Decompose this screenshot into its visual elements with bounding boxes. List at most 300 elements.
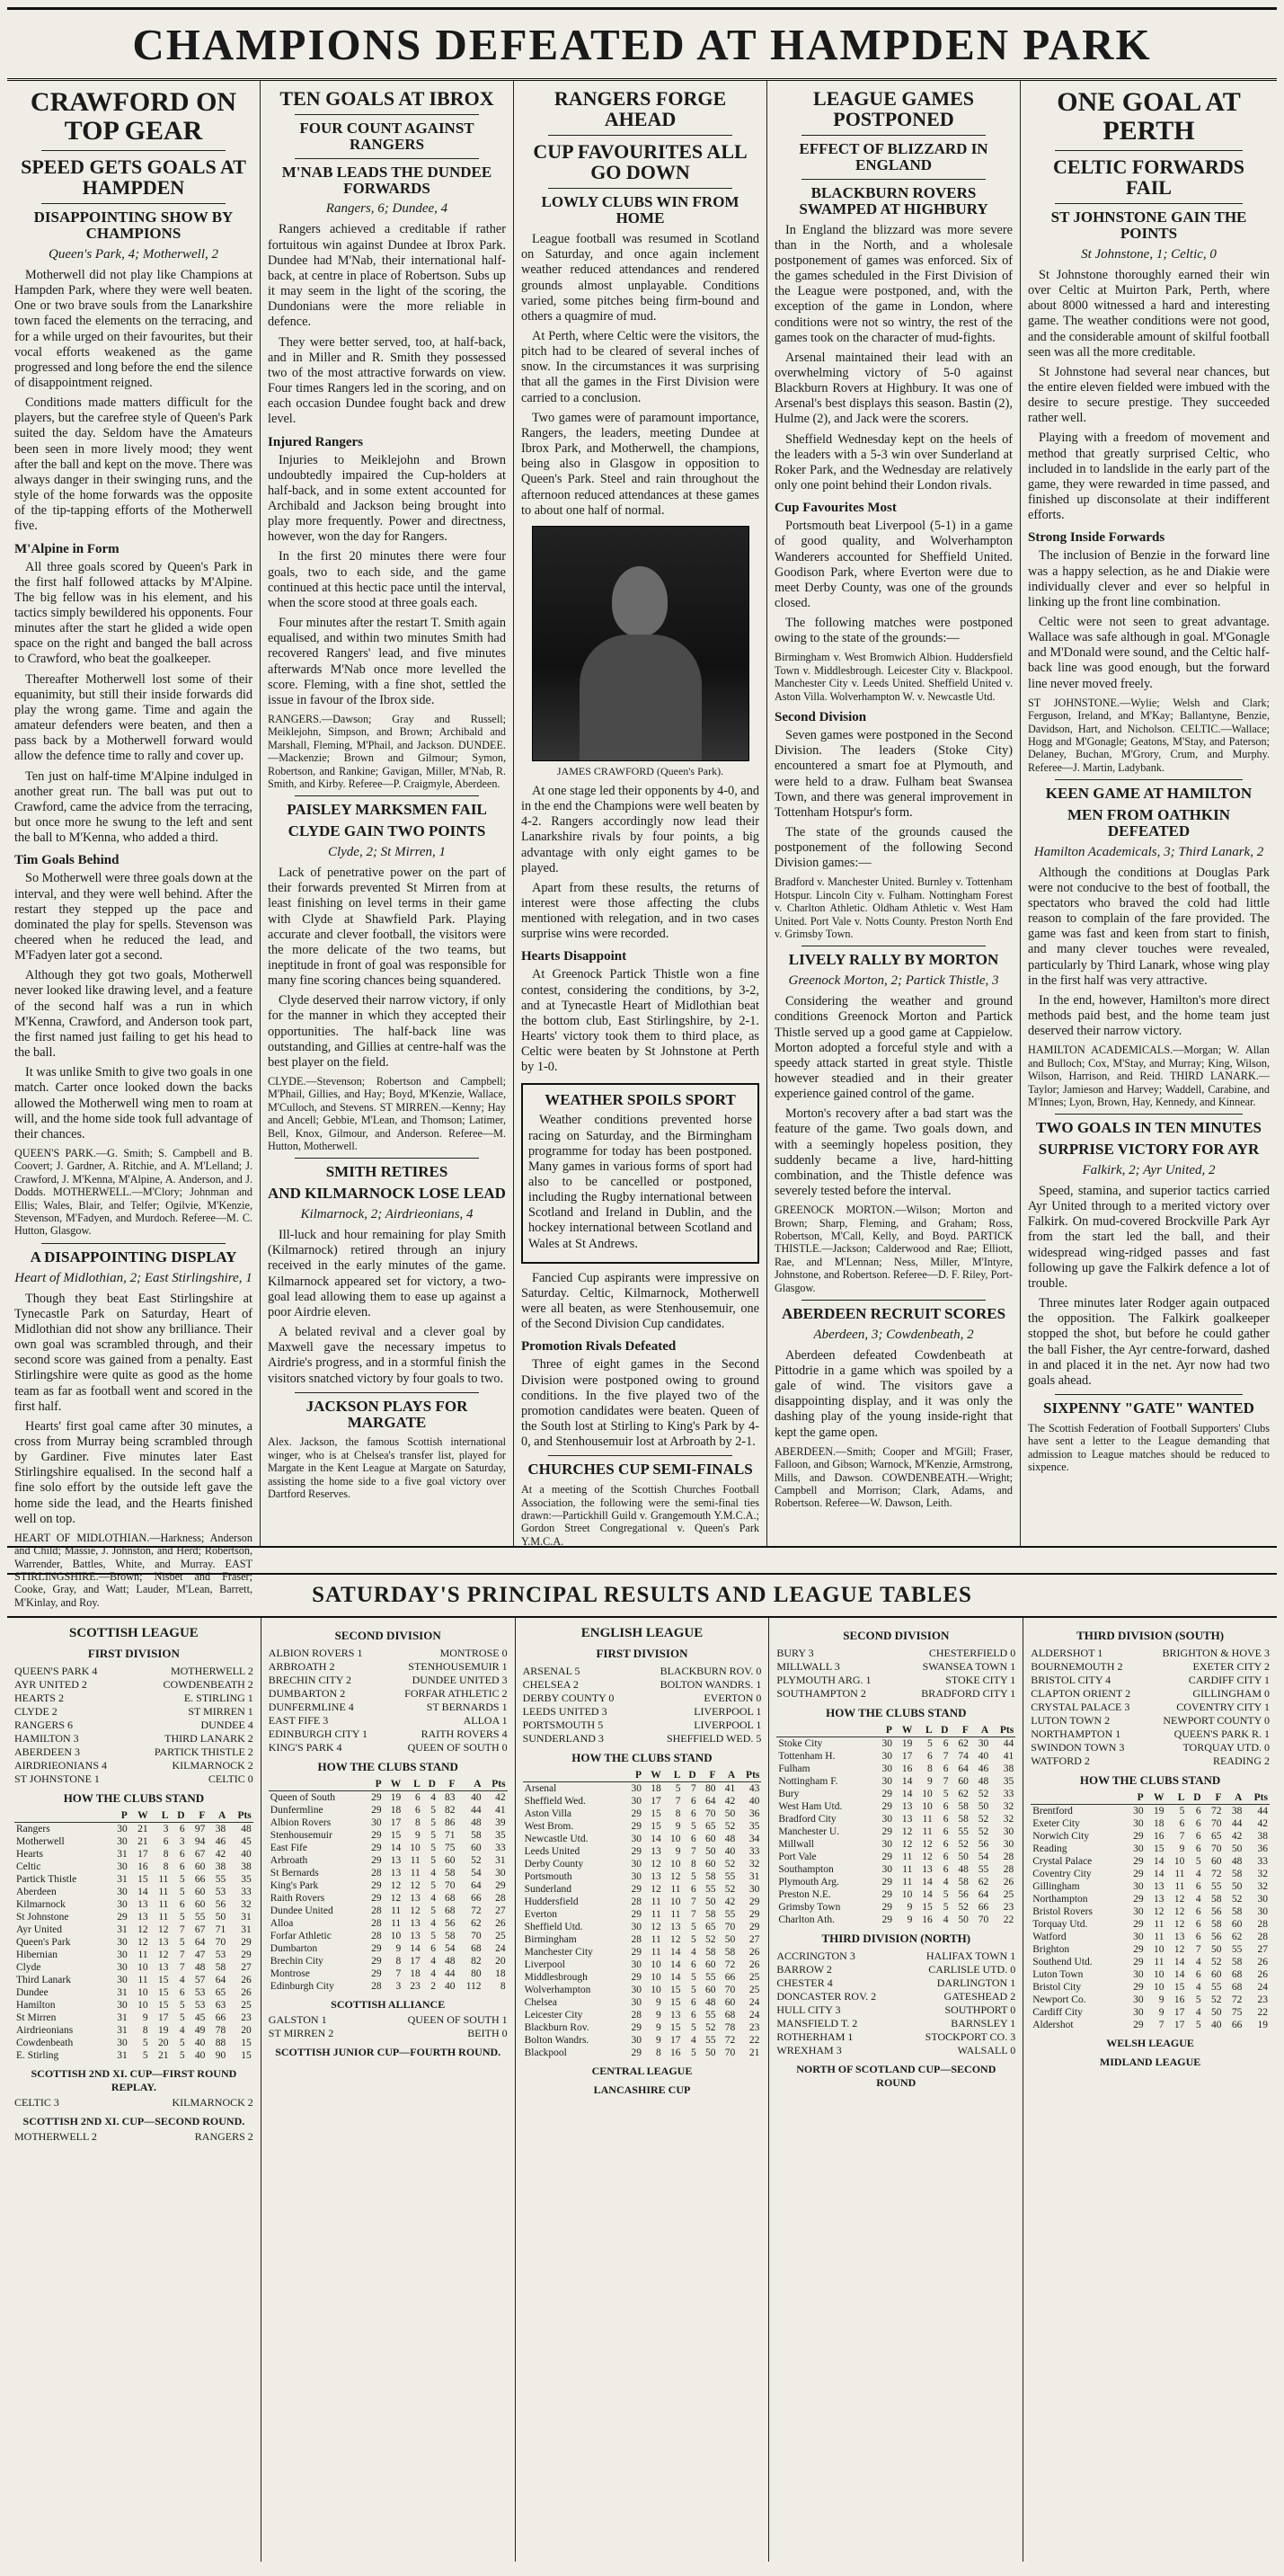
table-cell: 26 xyxy=(241,1987,252,1999)
table-cell: 10 xyxy=(651,1985,661,1996)
home-team-score: DUNFERMLINE 4 xyxy=(268,1701,354,1713)
table-cell: 40 xyxy=(445,1981,456,1993)
table-cell: Preston N.E. xyxy=(778,1889,831,1901)
column-header: Pts xyxy=(1244,1791,1270,1805)
table-cell: 12 xyxy=(410,1905,421,1917)
results-list xyxy=(269,2013,508,2040)
divider xyxy=(1055,1394,1243,1395)
table-cell: 35 xyxy=(748,1821,760,1833)
table-cell: 52 xyxy=(978,1789,989,1800)
table-cell: Exeter City xyxy=(1032,1818,1080,1830)
table-header-row xyxy=(14,1809,253,1823)
table-cell: 8 xyxy=(163,1849,169,1861)
result-row xyxy=(14,1665,253,1678)
results-section-title: SATURDAY'S PRINCIPAL RESULTS AND LEAGUE TABLES xyxy=(7,1573,1277,1618)
table-cell: Watford xyxy=(1032,1932,1067,1943)
table-row xyxy=(14,2024,253,2037)
table-cell: 10 xyxy=(137,2000,148,2012)
column-header: L xyxy=(403,1778,422,1791)
table-cell: 8 xyxy=(415,1817,421,1829)
table-cell: 28 xyxy=(631,1896,642,1908)
result-row xyxy=(776,1963,1015,1976)
section-heading: Hearts Disappoint xyxy=(521,949,627,964)
article-paragraph: Fancied Cup aspirants were impressive on Saturday. Celtic, Kilmarnock, Motherwell were all beaten, as were Stenhousemuir, one of the Second Division Cup candidates. xyxy=(521,1270,759,1332)
table-row xyxy=(776,1838,1015,1851)
away-team-score: THIRD LANARK 2 xyxy=(164,1732,253,1745)
table-cell: 66 xyxy=(471,1893,482,1905)
cup-result xyxy=(14,2096,253,2110)
table-cell: 33 xyxy=(1003,1789,1014,1800)
result-row xyxy=(269,1728,508,1741)
result-row xyxy=(269,1714,508,1728)
article-paragraph: It was unlike Smith to give two goals in one match. Carter once looked down the backs allowed the Motherwell wing men to roam at will, and the home side took full advantage of their chances. xyxy=(14,1065,252,1141)
table-row xyxy=(269,1854,508,1867)
table-cell: 29 xyxy=(631,1808,642,1820)
table-cell: 27 xyxy=(1257,1944,1268,1956)
table-cell: 26 xyxy=(1003,1877,1014,1888)
table-cell: 9 xyxy=(675,1846,681,1858)
table-cell: 50 xyxy=(724,1934,736,1946)
home-team-score: BOURNEMOUTH 2 xyxy=(1031,1660,1123,1673)
table-cell: 41 xyxy=(724,1783,736,1795)
away-team-score: CELTIC 0 xyxy=(208,1772,253,1785)
divider xyxy=(1055,1114,1243,1115)
result-row xyxy=(269,1687,508,1701)
article-paragraph: Lack of penetrative power on the part of their forwards prevented St Mirren from at least finishing on level terms in their game with Clyde at Shawfield Park. Playing accurate and clever football, the visitors were the more delicate of the two teams, but ineptitude in front of goal was responsible for many fine scoring chances being squandered. xyxy=(268,866,506,989)
table-cell: 70 xyxy=(215,1937,226,1949)
article-paragraph: Two games were of paramount importance, Rangers, the leaders, meeting Dundee at Ibrox Park, and Motherwell, the champions, being also in Glasgow in opposition to Queen's Park. Steel and rain throughout the afternoon reduced attendances at these games to about one half of normal. xyxy=(521,410,759,518)
table-row xyxy=(1031,1994,1270,2006)
table-cell: Birmingham xyxy=(524,1934,577,1946)
away-team-score: BARNSLEY 1 xyxy=(951,2017,1016,2030)
result-row xyxy=(1031,1714,1270,1728)
table-cell: 74 xyxy=(958,1751,969,1763)
table-cell: 55 xyxy=(1210,1982,1222,1994)
table-cell: 5 xyxy=(690,1871,696,1883)
table-cell: 4 xyxy=(430,1918,436,1930)
portrait-head-shape xyxy=(612,566,668,636)
table-cell: 11 xyxy=(1154,1932,1164,1943)
table-cell: 65 xyxy=(215,1987,226,1999)
table-cell: Blackpool xyxy=(524,2047,567,2059)
away-team-score: DUNDEE UNITED 3 xyxy=(412,1674,508,1686)
home-team-score: CHELSEA 2 xyxy=(522,1678,579,1691)
table-cell: 25 xyxy=(1003,1889,1014,1901)
league-title: SCOTTISH LEAGUE xyxy=(69,1626,199,1640)
article-paragraph: Celtic were not seen to great advantage. Wallace was safe although in goal. M'Gonagle and M'Donald were sound, and the Celtic half-back line was good enough, but the forward line never moved freely. xyxy=(1028,615,1270,691)
away-team-score: MOTHERWELL 2 xyxy=(170,1665,253,1677)
league-table xyxy=(776,1724,1015,1926)
table-cell: Grimsby Town xyxy=(778,1902,841,1914)
table-cell: 6 xyxy=(1179,1818,1185,1830)
headline: LEAGUE GAMES POSTPONED xyxy=(812,87,975,131)
results-list xyxy=(14,1665,253,1786)
table-cell: 40 xyxy=(724,1846,736,1858)
table-cell: 11 xyxy=(158,1899,169,1911)
table-cell: Dundee United xyxy=(270,1905,333,1917)
away-team-score: DUNDEE 4 xyxy=(200,1719,253,1731)
column-header: P xyxy=(109,1809,129,1823)
table-cell: 11 xyxy=(158,1874,169,1886)
article-paragraph: Clyde deserved their narrow victory, if only for the manner in which they accepted their opportunities. The half-back line was outstanding, and Gillies at centre-half was the best player on the field. xyxy=(268,993,506,1070)
table-cell: 17 xyxy=(901,1751,913,1763)
table-cell: 12 xyxy=(1154,1906,1164,1918)
table-cell: Gillingham xyxy=(1032,1881,1080,1893)
away-team-score: ST BERNARDS 1 xyxy=(426,1701,508,1713)
table-cell: 16 xyxy=(669,2047,681,2059)
table-cell: 29 xyxy=(371,1855,382,1867)
result-row xyxy=(776,1674,1015,1687)
table-cell: 44 xyxy=(1257,1806,1268,1817)
home-team-score: CLAPTON ORIENT 2 xyxy=(1031,1687,1131,1700)
table-cell: 11 xyxy=(670,1909,681,1921)
table-cell: 13 xyxy=(410,1918,421,1930)
table-cell: 75 xyxy=(1231,2007,1243,2019)
table-cell: 9 xyxy=(655,2035,661,2047)
table-cell: Brentford xyxy=(1032,1806,1073,1817)
article-paragraph: Motherwell did not play like Champions at Hampden Park, where they were well beaten. One or two brave souls from the Lanarkshire town faced the elements on the terracing, and for a while urged on their favourites, but their vocal efforts weakened as the game progressed and long before the end the silence of disappointment reigned. xyxy=(14,267,252,390)
table-cell: 8 xyxy=(675,1808,681,1820)
home-team-score: HULL CITY 3 xyxy=(776,2003,841,2017)
result-row xyxy=(1031,1674,1270,1687)
table-cell: 88 xyxy=(215,2038,226,2049)
table-cell: 29 xyxy=(881,1877,892,1888)
table-cell: Bristol City xyxy=(1032,1982,1082,1994)
table-cell: 52 xyxy=(724,1884,736,1896)
table-cell: 41 xyxy=(1003,1751,1014,1763)
column-header: D xyxy=(422,1778,438,1791)
table-cell: 66 xyxy=(978,1902,989,1914)
table-cell: 57 xyxy=(194,1975,206,1986)
column-queens-park xyxy=(7,81,261,1609)
table-row xyxy=(523,1808,762,1820)
table-cell: 12 xyxy=(669,1871,681,1883)
table-cell: 6 xyxy=(1195,1919,1201,1931)
table-cell: 56 xyxy=(215,1899,226,1911)
table-cell: 30 xyxy=(117,1887,128,1898)
table-cell: 9 xyxy=(395,1943,402,1955)
table-cell: 58 xyxy=(445,1868,456,1879)
table-cell: 15 xyxy=(669,2022,681,2034)
column-header: A xyxy=(1223,1791,1244,1805)
column-header xyxy=(269,1778,364,1791)
table-cell: 6 xyxy=(163,1836,169,1848)
table-cell: 14 xyxy=(901,1789,913,1800)
away-team-score: EXETER CITY 2 xyxy=(1192,1660,1270,1673)
table-cell: 30 xyxy=(881,1763,892,1775)
article-paragraph: At Greenock Partick Thistle won a fine contest, considering the conditions, by 3-2, and at Tynecastle Heart of Midlothian beat the bottom club, East Stirlingshire, by 2-1. Hearts' victory took them to third place, as Celtic were beaten by St Johnstone at Perth by 1-0. xyxy=(521,967,759,1075)
table-cell: 18 xyxy=(651,1783,661,1795)
table-cell: 42 xyxy=(724,1896,736,1908)
table-cell: 19 xyxy=(390,1792,402,1804)
match-score: Kilmarnock, 2; Airdrieonians, 4 xyxy=(300,1207,474,1222)
table-cell: Arbroath xyxy=(270,1855,308,1867)
article-paragraph: Injuries to Meiklejohn and Brown undoubtedly impaired the Cup-holders at half-back, and in some extent accounted for Archibald and Jackson being brought into play more frequently. Power and directness, however, won the day for Rangers. xyxy=(268,452,506,545)
competition-title: MIDLAND LEAGUE xyxy=(1099,2056,1201,2069)
table-cell: 5 xyxy=(1195,1856,1201,1868)
table-cell: 9 xyxy=(142,2012,148,2024)
table-cell: 6 xyxy=(1195,1906,1201,1918)
table-cell: 5 xyxy=(179,2038,185,2049)
table-cell: Portsmouth xyxy=(524,1871,572,1883)
table-row xyxy=(776,1876,1015,1888)
table-cell: 22 xyxy=(1003,1914,1014,1926)
table-cell: 30 xyxy=(1257,1906,1268,1918)
table-cell: 10 xyxy=(1154,1982,1164,1994)
table-cell: St Bernards xyxy=(270,1868,319,1879)
table-cell: 48 xyxy=(194,1962,206,1974)
competition-title: CENTRAL LEAGUE xyxy=(591,2065,693,2078)
away-team-score: QUEEN'S PARK R. 1 xyxy=(1173,1728,1270,1740)
table-cell: 80 xyxy=(704,1783,716,1795)
table-cell: 11 xyxy=(922,1826,933,1838)
table-cell: 30 xyxy=(748,1884,760,1896)
team-lineups: CLYDE.—Stevenson; Robertson and Campbell; M'Phail, Gillies, and Hay; Boyd, M'Kenzie, Wallace, M'Culloch, and Stevens. ST MIRREN.—Kenny; Hay and Ancell; Gebbie, M'Lean, and Thomson; Latimer, Bell, Knox, Gilmour, and Anderson. Referee—M. Hutton, Motherwell. xyxy=(268,1075,506,1153)
headline: SMITH RETIRES xyxy=(325,1163,448,1181)
table-cell: 30 xyxy=(1003,1826,1014,1838)
table-cell: 21 xyxy=(137,1836,148,1848)
divider xyxy=(801,1300,986,1301)
table-cell: 11 xyxy=(670,1884,681,1896)
table-cell: 58 xyxy=(471,1830,482,1842)
table-cell: 6 xyxy=(943,1826,949,1838)
table-cell: 63 xyxy=(215,2000,226,2012)
table-cell: 40 xyxy=(748,1796,760,1808)
table-cell: 9 xyxy=(907,1914,913,1926)
division-title: THIRD DIVISION (SOUTH) xyxy=(1076,1629,1225,1642)
table-cell: 68 xyxy=(445,1905,456,1917)
weather-box xyxy=(521,1083,759,1264)
table-cell: 66 xyxy=(1231,2020,1243,2031)
table-row xyxy=(523,2047,762,2059)
table-cell: Everton xyxy=(524,1909,557,1921)
table-row xyxy=(523,1845,762,1858)
section-heading: M'Alpine in Form xyxy=(14,541,120,556)
table-cell: 13 xyxy=(157,1937,169,1949)
table-cell: 40 xyxy=(194,2050,206,2062)
table-cell: 30 xyxy=(631,1783,642,1795)
table-cell: 11 xyxy=(902,1864,913,1876)
table-cell: 48 xyxy=(1231,1856,1243,1868)
table-row xyxy=(1031,1905,1270,1918)
table-row xyxy=(776,1825,1015,1838)
divider xyxy=(295,1158,479,1159)
home-team-score: SOUTHAMPTON 2 xyxy=(776,1687,866,1700)
table-cell: West Ham Utd. xyxy=(778,1801,843,1813)
table-cell: 36 xyxy=(748,1808,760,1820)
table-cell: 28 xyxy=(371,1918,382,1930)
headline: ONE GOAL AT PERTH xyxy=(1057,87,1241,146)
table-row xyxy=(523,1996,762,2009)
divider xyxy=(295,158,479,159)
table-cell: Brighton xyxy=(1032,1944,1070,1956)
table-cell: 40 xyxy=(471,1792,482,1804)
table-cell: 30 xyxy=(117,1861,128,1873)
table-cell: Ayr United xyxy=(16,1924,63,1936)
table-cell: 5 xyxy=(179,1887,185,1898)
table-cell: 52 xyxy=(471,1855,482,1867)
table-cell: 7 xyxy=(690,1846,696,1858)
table-cell: Celtic xyxy=(16,1861,41,1873)
home-team-score: ARSENAL 5 xyxy=(522,1665,580,1677)
table-cell: 48 xyxy=(978,1776,989,1788)
table-cell: 28 xyxy=(631,1934,642,1946)
away-team-score: RAITH ROVERS 4 xyxy=(421,1728,508,1740)
table-cell: 24 xyxy=(495,1943,506,1955)
table-cell: Dunfermline xyxy=(270,1805,323,1817)
table-cell: Norwich City xyxy=(1032,1831,1090,1843)
table-row xyxy=(269,1892,508,1905)
table-cell: 31 xyxy=(117,1987,128,1999)
table-cell: 7 xyxy=(690,1909,696,1921)
table-cell: 30 xyxy=(881,1776,892,1788)
table-cell: Stenhousemuir xyxy=(270,1830,332,1842)
table-cell: 30 xyxy=(117,2000,128,2012)
table-cell: Leeds United xyxy=(524,1846,580,1858)
table-cell: 7 xyxy=(943,1776,949,1788)
subheadline: LOWLY CLUBS WIN FROM HOME xyxy=(541,193,739,227)
table-cell: 6 xyxy=(690,1808,696,1820)
article-paragraph: Arsenal maintained their lead with an overwhelming victory of 5-0 against Blackburn Rovers at Highbury. It was one of Arsenal's best displays this season. Bastin (2), Hulme (2), and Jack were the scorers. xyxy=(775,350,1013,427)
table-cell: 5 xyxy=(430,1805,436,1817)
table-cell: 12 xyxy=(137,1937,148,1949)
headline: SIXPENNY "GATE" WANTED xyxy=(1043,1399,1254,1417)
result-row xyxy=(776,1647,1015,1660)
table-cell: 32 xyxy=(241,1899,252,1911)
table-cell: 33 xyxy=(241,1887,252,1898)
table-cell: 7 xyxy=(690,1896,696,1908)
article-paragraph: St Johnstone had several near chances, but the entire eleven fielded were imbued with the desire to secure prestige. They succeeded rather well. xyxy=(1028,364,1270,426)
table-title: HOW THE CLUBS STAND xyxy=(63,1791,205,1805)
postponed-list: Bradford v. Manchester United. Burnley v. Tottenham Hotspur. Lincoln City v. Fulham. Nottingham Forest v. Charlton Athletic. Oldham Athletic v. West Ham United. Port Vale v. Notts County. Preston North End v. Grimsby Town. xyxy=(775,875,1013,940)
table-cell: Crystal Palace xyxy=(1032,1856,1093,1868)
table-cell: 11 xyxy=(158,1912,169,1923)
table-cell: 29 xyxy=(1133,1894,1144,1905)
table-row xyxy=(776,1914,1015,1926)
table-cell: Clyde xyxy=(16,1962,41,1974)
table-cell: Southend Utd. xyxy=(1032,1957,1093,1968)
table-cell: 6 xyxy=(179,1987,185,1999)
table-cell: Southampton xyxy=(778,1864,834,1876)
table-cell: 42 xyxy=(1257,1818,1268,1830)
table-cell: 24 xyxy=(748,2010,760,2021)
away-team-score: BRADFORD CITY 1 xyxy=(921,1687,1016,1700)
table-cell: 45 xyxy=(194,2012,206,2024)
table-cell: 58 xyxy=(1231,1906,1243,1918)
table-row xyxy=(523,1896,762,1908)
table-cell: 58 xyxy=(1231,1957,1243,1968)
table-cell: 31 xyxy=(241,1912,252,1923)
team-lineups: ABERDEEN.—Smith; Cooper and M'Gill; Fraser, Falloon, and Gibson; Warnock, M'Kenzie, Armstrong, Mills, and Dawson. COWDENBEATH.—Wright; Campbell and Morrison; Clark, Adams, and Robertson. Referee—W. Dawson, Leith. xyxy=(775,1444,1013,1510)
table-cell: 29 xyxy=(1133,1957,1144,1968)
table-cell: Dundee xyxy=(16,1987,49,1999)
result-row xyxy=(1031,1754,1270,1768)
table-cell: 23 xyxy=(1003,1902,1014,1914)
table-cell: 42 xyxy=(495,1792,506,1804)
table-row xyxy=(523,2009,762,2021)
home-team-score: HEARTS 2 xyxy=(14,1692,64,1704)
table-cell: 4 xyxy=(943,1914,949,1926)
table-cell: 23 xyxy=(1257,1994,1268,2006)
table-cell: Luton Town xyxy=(1032,1969,1084,1981)
table-cell: 5 xyxy=(1195,2020,1201,2031)
article-paragraph: In the end, however, Hamilton's more direct methods paid best, and the home team just deserved their narrow victory. xyxy=(1028,992,1270,1039)
result-row xyxy=(776,1990,1015,2003)
subheadline: AND KILMARNOCK LOSE LEAD xyxy=(268,1185,506,1203)
table-cell: 12 xyxy=(901,1826,913,1838)
away-team-score: LIVERPOOL 1 xyxy=(694,1705,762,1718)
table-cell: 29 xyxy=(371,1880,382,1892)
table-cell: 29 xyxy=(495,1880,506,1892)
table-cell: 7 xyxy=(943,1751,949,1763)
table-cell: 31 xyxy=(117,1924,128,1936)
away-team-score: BOLTON WANDRS. 1 xyxy=(660,1678,762,1691)
table-row xyxy=(523,1833,762,1845)
table-cell: 35 xyxy=(1003,1776,1014,1788)
table-cell: 17 xyxy=(157,2012,169,2024)
table-cell: 29 xyxy=(881,1914,892,1926)
competition-title: WELSH LEAGUE xyxy=(1106,2037,1194,2050)
article-paragraph: The following matches were postponed owing to the state of the grounds:— xyxy=(775,616,1013,646)
table-cell: 9 xyxy=(415,1830,421,1842)
table-cell: 12 xyxy=(922,1852,933,1863)
table-cell: 48 xyxy=(241,1824,252,1835)
away-team-score: QUEEN OF SOUTH 0 xyxy=(407,1741,508,1754)
table-cell: 25 xyxy=(748,1972,760,1984)
table-cell: 60 xyxy=(958,1776,969,1788)
table-cell: Bury xyxy=(778,1789,800,1800)
result-row xyxy=(1031,1660,1270,1674)
table-cell: 22 xyxy=(1257,2007,1268,2019)
headline: CRAWFORD ON TOP GEAR xyxy=(30,87,237,146)
table-cell: 20 xyxy=(241,2025,252,2037)
table-cell: 14 xyxy=(137,1887,148,1898)
table-cell: 15 xyxy=(157,1975,169,1986)
section-heading: Strong Inside Forwards xyxy=(1028,530,1165,546)
table-cell: 17 xyxy=(410,1956,421,1968)
article-paragraph: Portsmouth beat Liverpool (5-1) in a game of good quality, and Wolverhampton Wanderers accounted for Sheffield United. Goodison Park, where Everton were due to meet Derby County, was one of the grounds closed. xyxy=(775,519,1013,610)
table-cell: 56 xyxy=(1210,1932,1222,1943)
table-cell: Bolton Wandrs. xyxy=(524,2035,589,2047)
home-team-score: PLYMOUTH ARG. 1 xyxy=(776,1674,872,1686)
result-row xyxy=(269,1741,508,1754)
table-cell: 19 xyxy=(901,1738,913,1750)
table-cell: 66 xyxy=(194,1874,206,1886)
table-cell: 5 xyxy=(179,1874,185,1886)
column-header: L xyxy=(914,1724,934,1737)
table-cell: 8 xyxy=(655,2047,661,2059)
table-cell: 6 xyxy=(943,1738,949,1750)
result-row xyxy=(1031,1687,1270,1701)
column-header: W xyxy=(129,1809,150,1823)
table-cell: 29 xyxy=(631,1947,642,1959)
table-cell: 10 xyxy=(1173,1856,1185,1868)
results-list xyxy=(269,1647,508,1754)
subheadline: FOUR COUNT AGAINST RANGERS xyxy=(299,120,474,153)
table-cell: 7 xyxy=(179,1962,185,1974)
table-cell: Edinburgh City xyxy=(270,1981,334,1993)
table-cell: 78 xyxy=(215,2025,226,2037)
table-cell: 17 xyxy=(137,1849,148,1861)
table-cell: 8 xyxy=(395,1956,402,1968)
postponed-list: Birmingham v. West Bromwich Albion. Huddersfield Town v. Middlesbrough. Leicester City v. Blackpool. Manchester City v. Leeds United. Sheffield United v. Aston Villa. Wolverhampton W. v. Newcastle Utd. xyxy=(775,651,1013,703)
table-cell: 11 xyxy=(137,1975,148,1986)
result-row xyxy=(14,2130,253,2144)
table-cell: 48 xyxy=(445,1956,456,1968)
table-cell: 67 xyxy=(194,1849,206,1861)
table-cell: 29 xyxy=(748,1909,760,1921)
table-cell: Torquay Utd. xyxy=(1032,1919,1088,1931)
